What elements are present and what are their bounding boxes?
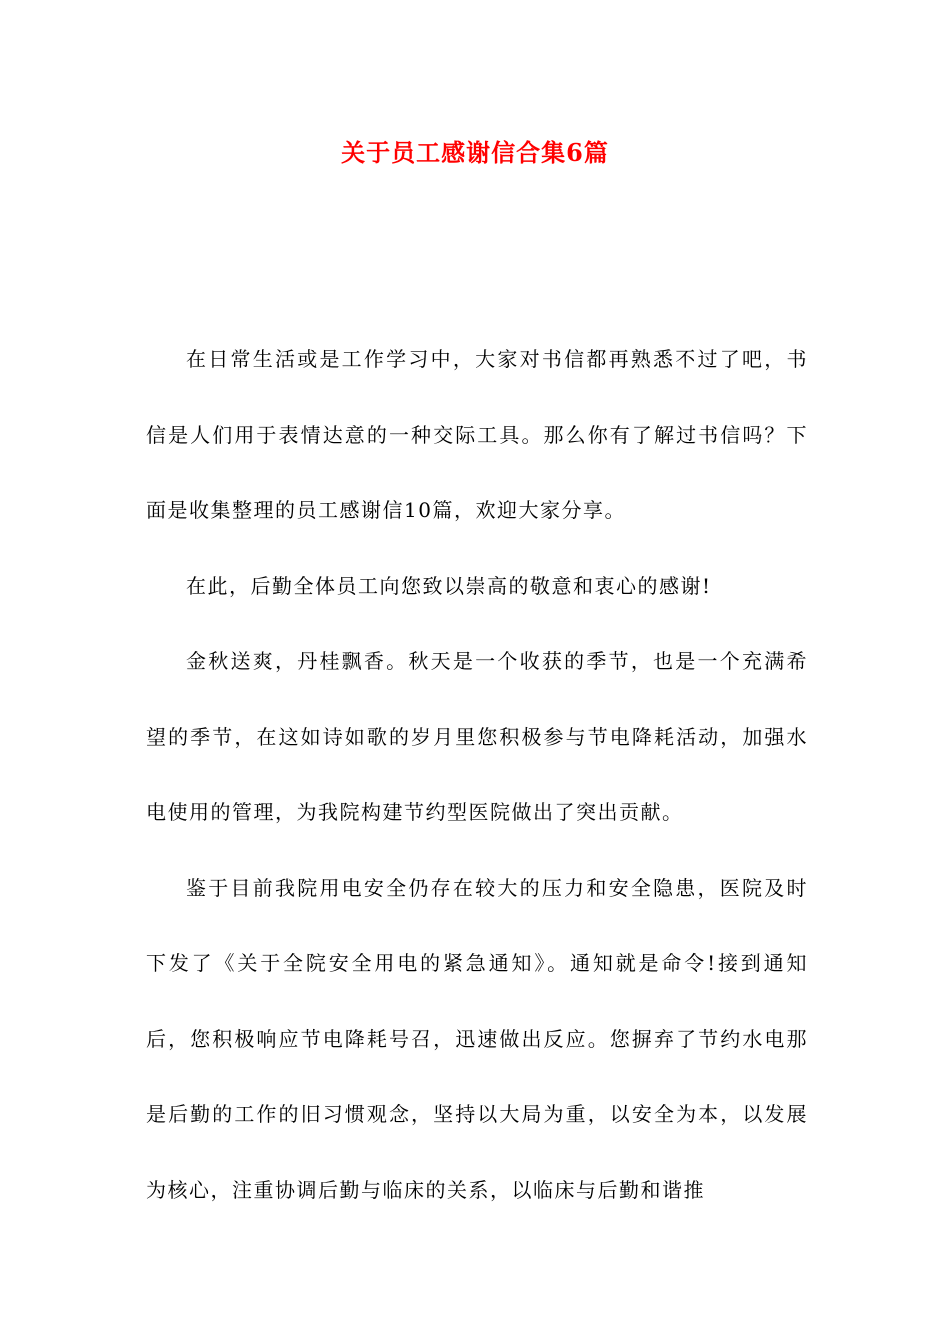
document-title: 关于员工感谢信合集6篇 <box>341 138 609 167</box>
paragraph-intro: 在日常生活或是工作学习中，大家对书信都再熟悉不过了吧，书信是人们用于表情达意的一种交际工具。那么你有了解过书信吗？下面是收集整理的员工感谢信10篇，欢迎大家分享。 <box>146 347 808 522</box>
paragraph-autumn: 金秋送爽，丹桂飘香。秋天是一个收获的季节，也是一个充满希望的季节，在这如诗如歌的岁月里您积极参与节电降耗活动，加强水电使用的管理，为我院构建节约型医院做出了突出贡献。 <box>146 649 808 824</box>
paragraph-safety: 鉴于目前我院用电安全仍存在较大的压力和安全隐患，医院及时下发了《关于全院安全用电的紧急通知》。通知就是命令!接到通知后，您积极响应节电降耗号召，迅速做出反应。您摒弃了节约水电那是后勤的工作的旧习惯观念，坚持以大局为重，以安全为本，以发展为核心，注重协调后勤与临床的关系，以临床与后勤和谐推 <box>146 875 808 1202</box>
document-body <box>146 322 808 1228</box>
paragraph-thanks: 在此，后勤全体员工向您致以崇高的敬意和衷心的感谢! <box>186 573 712 598</box>
